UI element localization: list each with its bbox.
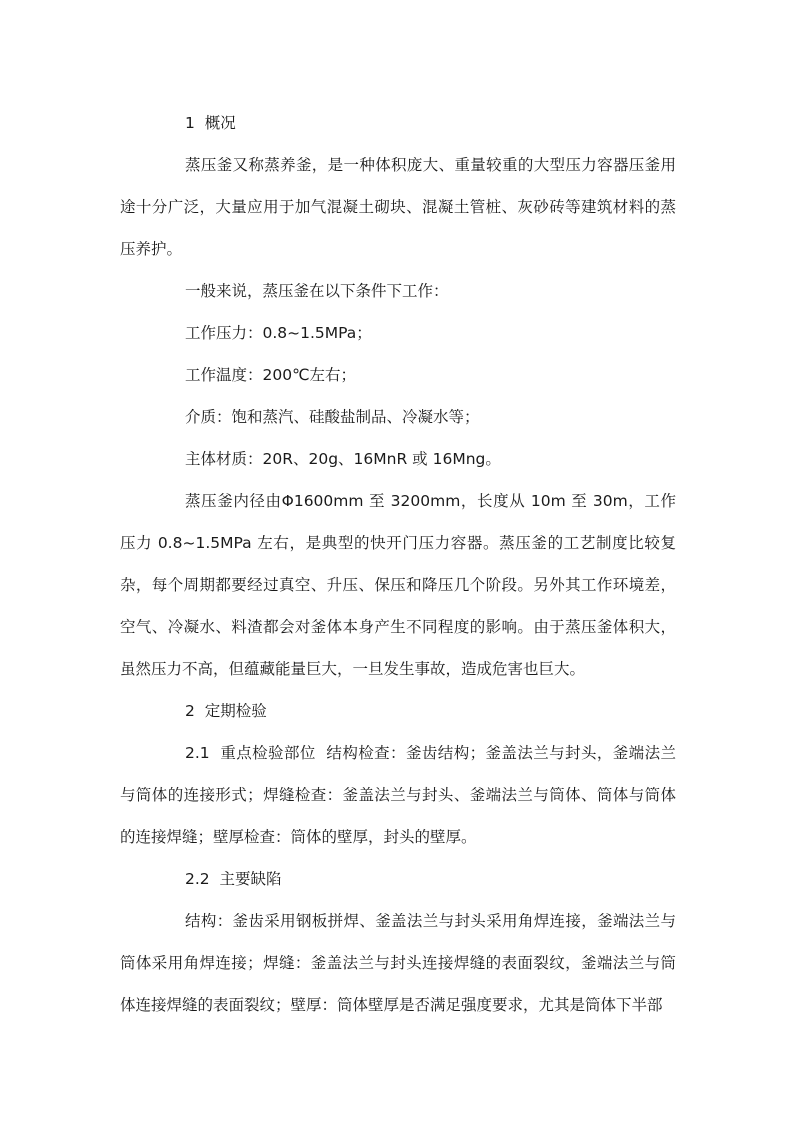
paragraph-defects-detail: 结构：釜齿采用钢板拼焊、釜盖法兰与封头采用角焊连接，釜端法兰与筒体采用角焊连接；焊缝：釜盖法兰与封头连接焊缝的表面裂纹，釜端法兰与筒体连接焊缝的表面裂纹；壁厚：筒体壁厚是否满足强度要求，尤其是筒体下半部 (120, 912, 676, 1014)
heading-overview: 1 概况 (185, 114, 236, 132)
paragraph-conditions-lead: 一般来说，蒸压釜在以下条件下工作： (185, 282, 449, 300)
document-body (120, 102, 676, 1026)
heading-main-defects: 2.2 主要缺陷 (185, 870, 282, 888)
heading-periodic-inspection: 2 定期检验 (185, 702, 267, 720)
item-main-material: 主体材质：20R、20g、16MnR 或 16Mng。 (185, 450, 501, 468)
paragraph-intro: 蒸压釜又称蒸养釜，是一种体积庞大、重量较重的大型压力容器压釜用途十分广泛，大量应用于加气混凝土砌块、混凝土管桩、灰砂砖等建筑材料的蒸压养护。 (120, 156, 676, 258)
item-medium: 介质：饱和蒸汽、硅酸盐制品、冷凝水等； (185, 408, 480, 426)
paragraph-key-inspection-parts: 2.1 重点检验部位 结构检查：釜齿结构；釜盖法兰与封头，釜端法兰与筒体的连接形式；焊缝检查：釜盖法兰与封头、釜端法兰与筒体、筒体与筒体的连接焊缝；壁厚检查：筒体的壁厚，封头的壁厚。 (120, 744, 676, 846)
item-working-pressure: 工作压力：0.8~1.5MPa； (185, 324, 372, 342)
item-working-temperature: 工作温度：200℃左右； (185, 366, 356, 384)
paragraph-description: 蒸压釜内径由Φ1600mm 至 3200mm，长度从 10m 至 30m，工作压力 0.8~1.5MPa 左右，是典型的快开门压力容器。蒸压釜的工艺制度比较复杂，每个周期都要经过真空、升压、保压和降压几个阶段。另外其工作环境差，空气、冷凝水、料渣都会对釜体本身产生不同程度的影响。由于蒸压釜体积大，虽然压力不高，但蕴藏能量巨大，一旦发生事故，造成危害也巨大。 (120, 492, 676, 678)
